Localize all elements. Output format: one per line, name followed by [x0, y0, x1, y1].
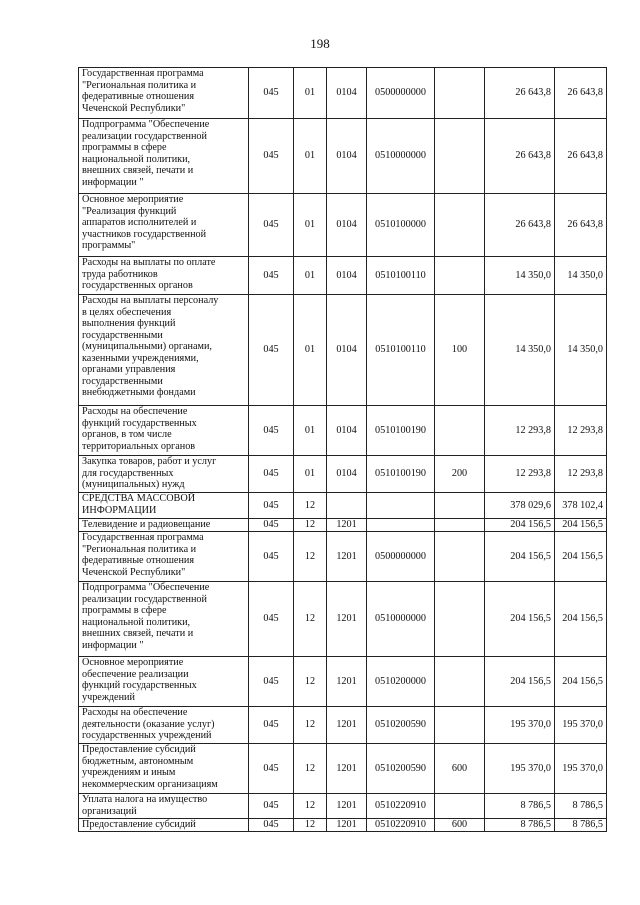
csr-cell: 0510200590	[367, 707, 435, 744]
rz-cell: 01	[294, 406, 327, 456]
row-name: Телевидение и радиовещание	[79, 519, 249, 532]
sum1-cell: 8 786,5	[485, 794, 555, 819]
vr-cell: 600	[435, 819, 485, 832]
csr-cell: 0510000000	[367, 119, 435, 194]
row-name: Закупка товаров, работ и услуг для государственных (муниципальных) нужд	[79, 456, 249, 493]
sum2-cell: 14 350,0	[555, 295, 607, 406]
table-row	[79, 519, 607, 532]
pr-cell: 1201	[327, 819, 367, 832]
sum1-cell: 26 643,8	[485, 119, 555, 194]
vr-cell: 200	[435, 456, 485, 493]
pr-cell: 0104	[327, 257, 367, 295]
ved-cell: 045	[249, 194, 294, 257]
pr-cell: 1201	[327, 744, 367, 794]
table-row	[79, 794, 607, 819]
sum2-cell: 204 156,5	[555, 519, 607, 532]
table-row	[79, 295, 607, 406]
sum2-cell: 195 370,0	[555, 707, 607, 744]
sum2-cell: 14 350,0	[555, 257, 607, 295]
csr-cell: 0510000000	[367, 582, 435, 657]
sum1-cell: 26 643,8	[485, 194, 555, 257]
pr-cell: 1201	[327, 657, 367, 707]
ved-cell: 045	[249, 532, 294, 582]
sum1-cell: 8 786,5	[485, 819, 555, 832]
rz-cell: 12	[294, 582, 327, 657]
row-name: Расходы на выплаты по оплате труда работников государственных органов	[79, 257, 249, 295]
pr-cell	[327, 493, 367, 519]
ved-cell: 045	[249, 493, 294, 519]
sum1-cell: 195 370,0	[485, 707, 555, 744]
vr-cell	[435, 493, 485, 519]
rz-cell: 12	[294, 532, 327, 582]
table-row	[79, 819, 607, 832]
pr-cell: 0104	[327, 194, 367, 257]
sum1-cell: 204 156,5	[485, 657, 555, 707]
row-name: Расходы на обеспечение функций государственных органов, в том числе территориальных органов	[79, 406, 249, 456]
pr-cell: 1201	[327, 582, 367, 657]
vr-cell	[435, 257, 485, 295]
row-name: СРЕДСТВА МАССОВОЙ ИНФОРМАЦИИ	[79, 493, 249, 519]
csr-cell: 0510100110	[367, 295, 435, 406]
row-name: Подпрограмма "Обеспечение реализации государственной программы в сфере национальной политики, внешних связей, печати и информации "	[79, 582, 249, 657]
sum2-cell: 26 643,8	[555, 68, 607, 119]
ved-cell: 045	[249, 582, 294, 657]
vr-cell	[435, 519, 485, 532]
row-name: Расходы на выплаты персоналу в целях обеспечения выполнения функций государственными (муниципальными) органами, казенными учреждениями, органами управления государственными внебюджетными фондами	[79, 295, 249, 406]
row-name: Подпрограмма "Обеспечение реализации государственной программы в сфере национальной политики, внешних связей, печати и информации "	[79, 119, 249, 194]
sum1-cell: 204 156,5	[485, 582, 555, 657]
pr-cell: 0104	[327, 456, 367, 493]
sum2-cell: 195 370,0	[555, 744, 607, 794]
table-row	[79, 744, 607, 794]
csr-cell	[367, 519, 435, 532]
pr-cell: 0104	[327, 119, 367, 194]
sum2-cell: 378 102,4	[555, 493, 607, 519]
rz-cell: 12	[294, 744, 327, 794]
csr-cell: 0510100000	[367, 194, 435, 257]
row-name: Основное мероприятие обеспечение реализации функций государственных учреждений	[79, 657, 249, 707]
table-row	[79, 582, 607, 657]
rz-cell: 12	[294, 707, 327, 744]
csr-cell: 0500000000	[367, 532, 435, 582]
csr-cell: 0500000000	[367, 68, 435, 119]
pr-cell: 1201	[327, 794, 367, 819]
vr-cell	[435, 794, 485, 819]
pr-cell: 0104	[327, 68, 367, 119]
budget-table-body	[79, 68, 607, 832]
ved-cell: 045	[249, 456, 294, 493]
ved-cell: 045	[249, 519, 294, 532]
table-row	[79, 493, 607, 519]
sum2-cell: 26 643,8	[555, 194, 607, 257]
pr-cell: 0104	[327, 295, 367, 406]
ved-cell: 045	[249, 744, 294, 794]
ved-cell: 045	[249, 406, 294, 456]
ved-cell: 045	[249, 657, 294, 707]
sum2-cell: 12 293,8	[555, 406, 607, 456]
csr-cell: 0510220910	[367, 794, 435, 819]
csr-cell: 0510100190	[367, 456, 435, 493]
sum1-cell: 204 156,5	[485, 532, 555, 582]
table-row	[79, 194, 607, 257]
rz-cell: 12	[294, 519, 327, 532]
sum2-cell: 204 156,5	[555, 657, 607, 707]
csr-cell: 0510100110	[367, 257, 435, 295]
sum2-cell: 8 786,5	[555, 819, 607, 832]
row-name: Предоставление субсидий	[79, 819, 249, 832]
table-row	[79, 68, 607, 119]
ved-cell: 045	[249, 819, 294, 832]
table-row	[79, 406, 607, 456]
csr-cell: 0510100190	[367, 406, 435, 456]
vr-cell	[435, 582, 485, 657]
budget-table	[78, 67, 607, 832]
sum1-cell: 378 029,6	[485, 493, 555, 519]
rz-cell: 01	[294, 257, 327, 295]
vr-cell	[435, 406, 485, 456]
csr-cell: 0510200000	[367, 657, 435, 707]
table-row	[79, 119, 607, 194]
row-name: Предоставление субсидий бюджетным, автономным учреждениям и иным некоммерческим организациям	[79, 744, 249, 794]
pr-cell: 1201	[327, 532, 367, 582]
vr-cell	[435, 194, 485, 257]
vr-cell	[435, 657, 485, 707]
ved-cell: 045	[249, 257, 294, 295]
sum2-cell: 26 643,8	[555, 119, 607, 194]
table-row	[79, 657, 607, 707]
rz-cell: 01	[294, 194, 327, 257]
table-row	[79, 456, 607, 493]
rz-cell: 12	[294, 819, 327, 832]
ved-cell: 045	[249, 295, 294, 406]
sum2-cell: 8 786,5	[555, 794, 607, 819]
sum1-cell: 12 293,8	[485, 406, 555, 456]
row-name: Расходы на обеспечение деятельности (оказание услуг) государственных учреждений	[79, 707, 249, 744]
page-number: 198	[310, 36, 330, 51]
vr-cell	[435, 68, 485, 119]
csr-cell	[367, 493, 435, 519]
pr-cell: 1201	[327, 707, 367, 744]
rz-cell: 12	[294, 657, 327, 707]
row-name: Государственная программа "Региональная политика и федеративные отношения Чеченской Республики"	[79, 68, 249, 119]
sum1-cell: 14 350,0	[485, 295, 555, 406]
row-name: Основное мероприятие "Реализация функций аппаратов исполнителей и участников государственной программы"	[79, 194, 249, 257]
csr-cell: 0510220910	[367, 819, 435, 832]
sum1-cell: 204 156,5	[485, 519, 555, 532]
vr-cell: 600	[435, 744, 485, 794]
rz-cell: 01	[294, 68, 327, 119]
pr-cell: 1201	[327, 519, 367, 532]
rz-cell: 12	[294, 493, 327, 519]
rz-cell: 01	[294, 295, 327, 406]
ved-cell: 045	[249, 707, 294, 744]
ved-cell: 045	[249, 794, 294, 819]
table-row	[79, 532, 607, 582]
ved-cell: 045	[249, 68, 294, 119]
table-row	[79, 707, 607, 744]
rz-cell: 01	[294, 119, 327, 194]
sum2-cell: 12 293,8	[555, 456, 607, 493]
table-row	[79, 257, 607, 295]
pr-cell: 0104	[327, 406, 367, 456]
ved-cell: 045	[249, 119, 294, 194]
sum1-cell: 14 350,0	[485, 257, 555, 295]
sum1-cell: 26 643,8	[485, 68, 555, 119]
sum1-cell: 12 293,8	[485, 456, 555, 493]
vr-cell	[435, 119, 485, 194]
vr-cell: 100	[435, 295, 485, 406]
sum2-cell: 204 156,5	[555, 532, 607, 582]
sum1-cell: 195 370,0	[485, 744, 555, 794]
sum2-cell: 204 156,5	[555, 582, 607, 657]
rz-cell: 01	[294, 456, 327, 493]
vr-cell	[435, 532, 485, 582]
vr-cell	[435, 707, 485, 744]
row-name: Уплата налога на имущество организаций	[79, 794, 249, 819]
row-name: Государственная программа "Региональная политика и федеративные отношения Чеченской Республики"	[79, 532, 249, 582]
csr-cell: 0510200590	[367, 744, 435, 794]
rz-cell: 12	[294, 794, 327, 819]
